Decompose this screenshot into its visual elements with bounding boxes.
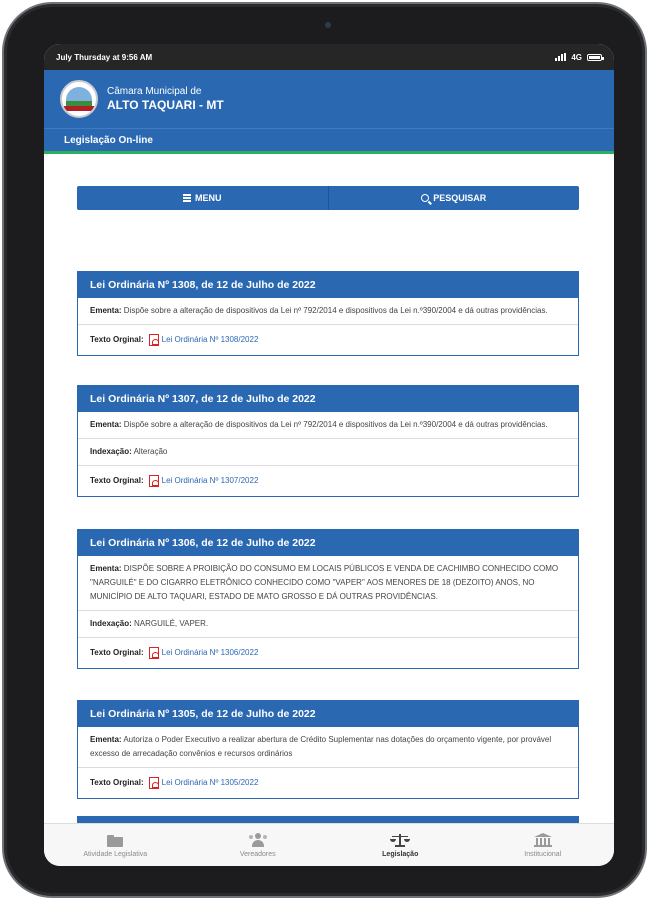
indexacao-text: Alteração	[133, 447, 168, 456]
indexacao-label: Indexação:	[90, 619, 132, 628]
section-title: Legislação On-line	[64, 134, 153, 146]
ementa-label: Ementa:	[90, 306, 122, 315]
pdf-icon	[149, 475, 159, 487]
ementa-row	[78, 412, 578, 439]
original-text-row	[78, 325, 578, 355]
toolbar	[77, 186, 579, 210]
tablet-frame	[2, 2, 647, 898]
content-area[interactable]	[44, 157, 614, 823]
nav-vereadores[interactable]	[187, 824, 330, 866]
document-link[interactable]: Lei Ordinária Nº 1307/2022	[161, 476, 259, 485]
app-screen	[44, 44, 614, 866]
ementa-text: Dispõe sobre a alteração de dispositivos da Lei nº 792/2014 e dispositivos da Lei n.º390/2004 e dá outras providências.	[123, 306, 548, 315]
search-button[interactable]	[328, 186, 580, 210]
original-text-label: Texto Orginal:	[90, 778, 144, 787]
pdf-icon	[149, 334, 159, 346]
law-card	[77, 385, 579, 497]
nav-atividade-legislativa[interactable]	[44, 824, 187, 866]
pdf-icon	[149, 777, 159, 789]
law-title[interactable]: Lei Ordinária Nº 1307, de 12 de Julho de 2022	[78, 386, 578, 412]
ementa-text: DISPÕE SOBRE A PROIBIÇÃO DO CONSUMO EM LOCAIS PÚBLICOS E VENDA DE CACHIMBO CONHECIDO COMO "NARGUILÉ" E DO CIGARRO ELETRÔNICO CONHECIDO COMO "VAPER" AOS MENORES DE 18 (DEZOITO) ANOS, NO MUNICÍPIO DE ALTO TAQUARI, ESTADO DE MATO GROSSO E DÁ OUTRAS PROVIDÊNCIAS.	[90, 564, 559, 601]
signal-icon	[555, 53, 566, 61]
municipal-logo	[60, 80, 98, 118]
indexacao-label: Indexação:	[90, 447, 132, 456]
ementa-row	[78, 556, 578, 611]
bank-icon	[533, 833, 553, 847]
ementa-text: Autoriza o Poder Executivo a realizar abertura de Crédito Suplementar nas dotações do orçamento vigente, por provável excesso de arrecadação convênios e recursos ordinários	[90, 735, 552, 758]
search-icon	[421, 194, 429, 202]
document-link[interactable]: Lei Ordinária Nº 1306/2022	[161, 648, 259, 657]
ementa-row	[78, 727, 578, 768]
app-header	[44, 70, 614, 128]
nav-label: Vereadores	[239, 850, 276, 858]
search-button-label: PESQUISAR	[433, 193, 487, 203]
scale-icon	[390, 833, 410, 847]
original-text-row	[78, 768, 578, 798]
nav-label: Legislação	[382, 850, 419, 858]
law-card	[77, 529, 579, 669]
users-icon	[248, 833, 268, 847]
menu-button[interactable]	[77, 186, 328, 210]
original-text-row	[78, 466, 578, 496]
law-card	[77, 700, 579, 799]
indexacao-text: NARGUILÉ, VAPER.	[134, 619, 209, 628]
ementa-row	[78, 298, 578, 325]
header-text	[107, 86, 224, 113]
ementa-label: Ementa:	[90, 735, 122, 744]
status-indicators	[555, 53, 602, 62]
section-bar	[44, 128, 614, 154]
law-title[interactable]: Lei Ordinária Nº 1306, de 12 de Julho de 2022	[78, 530, 578, 556]
ementa-label: Ementa:	[90, 420, 122, 429]
law-title[interactable]: Lei Ordinária Nº 1305, de 12 de Julho de 2022	[78, 701, 578, 727]
nav-institucional[interactable]	[472, 824, 615, 866]
ementa-text: Dispõe sobre a alteração de dispositivos da Lei nº 792/2014 e dispositivos da Lei n.º390/2004 e dá outras providências.	[123, 420, 548, 429]
bars-icon	[183, 194, 191, 202]
nav-label: Institucional	[524, 850, 562, 858]
ementa-label: Ementa:	[90, 564, 122, 573]
law-card	[77, 816, 579, 823]
law-card	[77, 271, 579, 356]
indexacao-row	[78, 611, 578, 638]
nav-label: Atividade Legislativa	[83, 850, 148, 858]
menu-button-label: MENU	[195, 193, 222, 203]
original-text-label: Texto Orginal:	[90, 476, 144, 485]
document-link[interactable]: Lei Ordinária Nº 1305/2022	[161, 778, 259, 787]
original-text-label: Texto Orginal:	[90, 648, 144, 657]
nav-legislacao[interactable]	[329, 824, 472, 866]
original-text-label: Texto Orginal:	[90, 335, 144, 344]
document-link[interactable]: Lei Ordinária Nº 1308/2022	[161, 335, 259, 344]
status-time: July Thursday at 9:56 AM	[56, 52, 153, 62]
header-title: ALTO TAQUARI - MT	[107, 97, 224, 112]
status-bar	[44, 44, 614, 70]
law-title[interactable]: Lei Ordinária Nº 1308, de 12 de Julho de 2022	[78, 272, 578, 298]
header-subtitle: Câmara Municipal de	[107, 85, 202, 97]
folder-icon	[105, 833, 125, 847]
network-type: 4G	[571, 52, 582, 62]
pdf-icon	[149, 647, 159, 659]
original-text-row	[78, 638, 578, 668]
indexacao-row	[78, 439, 578, 466]
bottom-navigation	[44, 823, 614, 866]
battery-icon	[587, 54, 602, 61]
front-camera	[325, 22, 331, 28]
